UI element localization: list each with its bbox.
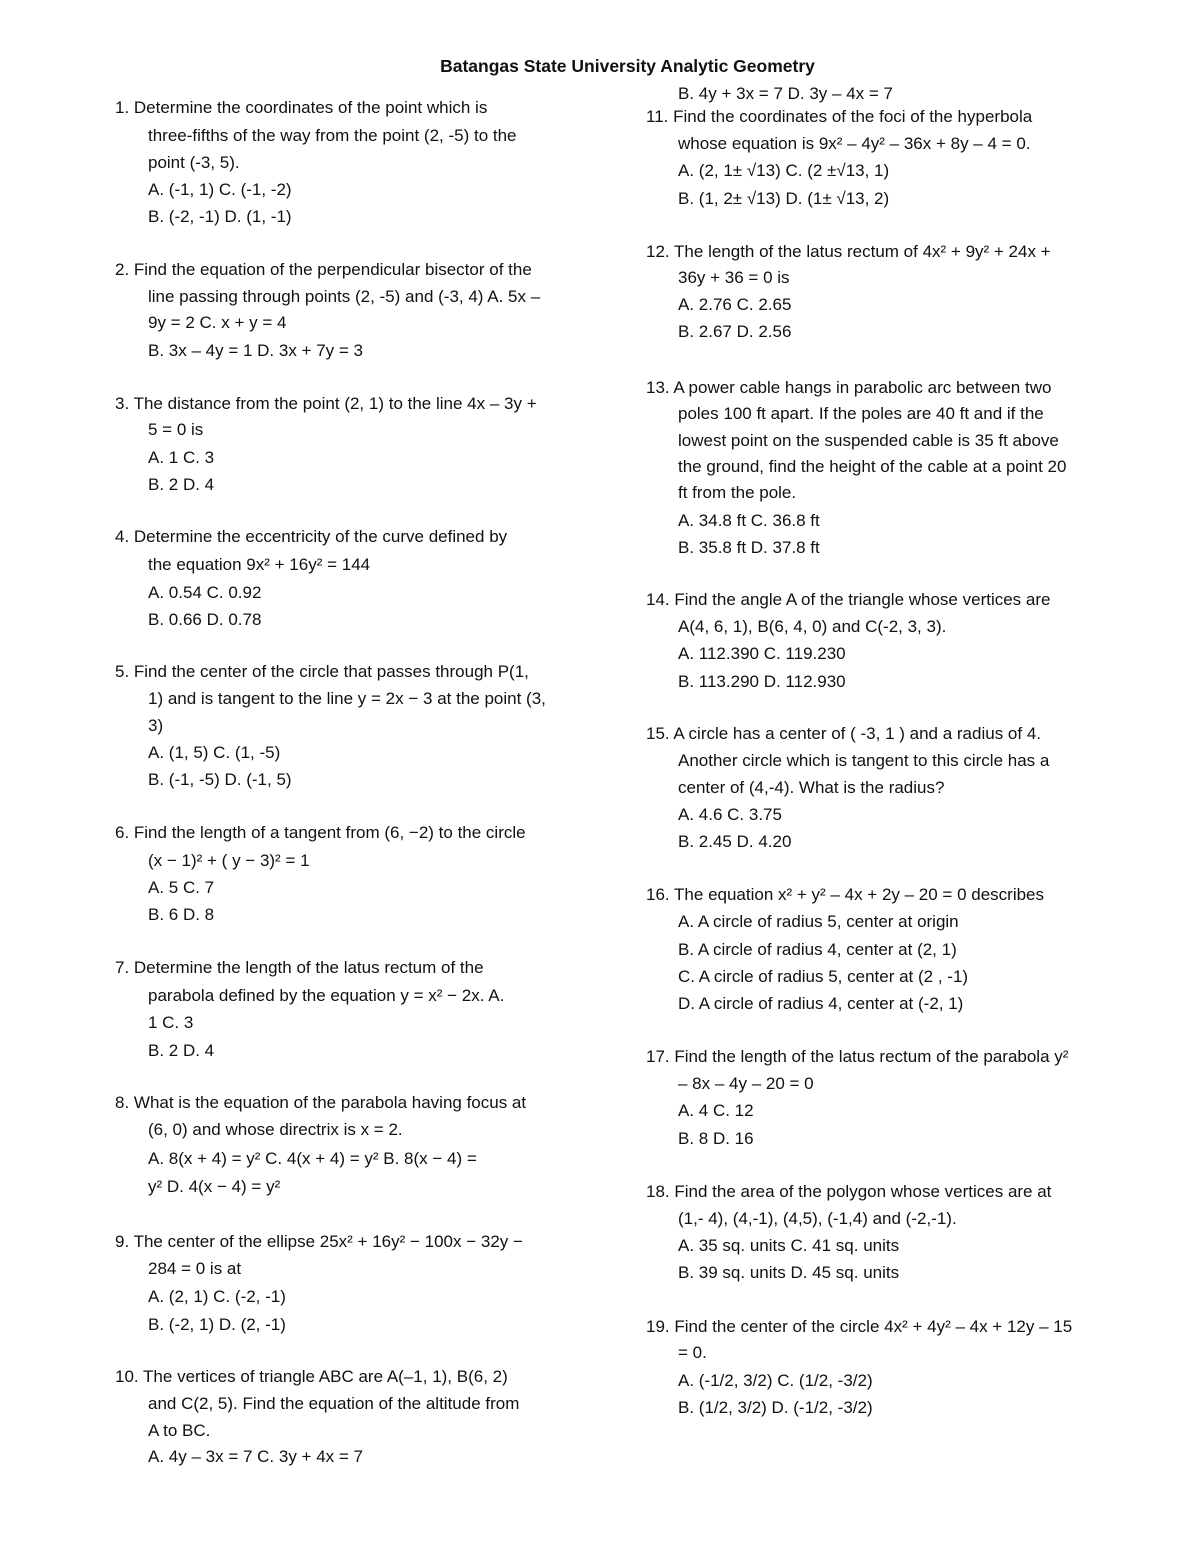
question-5-stem: 5. Find the center of the circle that passes through P(1,: [115, 662, 529, 681]
question-14-line: B. 113.290 D. 112.930: [678, 672, 846, 691]
question-19-line: = 0.: [678, 1343, 707, 1362]
question-1-stem: 1. Determine the coordinates of the point which is: [115, 98, 488, 117]
question-12-line: A. 2.76 C. 2.65: [678, 295, 792, 314]
question-14-line: A. 112.390 C. 119.230: [678, 644, 846, 663]
question-13-stem: 13. A power cable hangs in parabolic arc between two: [646, 378, 1052, 397]
question-11-line: B. (1, 2± √13) D. (1± √13, 2): [678, 189, 890, 208]
question-19-line: A. (-1/2, 3/2) C. (1/2, -3/2): [678, 1371, 873, 1390]
question-14-line: A(4, 6, 1), B(6, 4, 0) and C(-2, 3, 3).: [678, 617, 947, 636]
question-1-line: A. (-1, 1) C. (-1, -2): [148, 180, 292, 199]
question-16-line: A. A circle of radius 5, center at origin: [678, 912, 959, 931]
question-18-line: B. 39 sq. units D. 45 sq. units: [678, 1263, 900, 1282]
question-7-line: B. 2 D. 4: [148, 1041, 215, 1060]
question-19-stem: 19. Find the center of the circle 4x² + 4y² – 4x + 12y – 15: [646, 1317, 1073, 1336]
question-2-line: line passing through points (2, -5) and (-3, 4) A. 5x –: [148, 287, 541, 306]
question-15-line: B. 2.45 D. 4.20: [678, 832, 792, 851]
question-12-line: B. 2.67 D. 2.56: [678, 322, 792, 341]
question-4-line: B. 0.66 D. 0.78: [148, 610, 262, 629]
question-13-line: A. 34.8 ft C. 36.8 ft: [678, 511, 820, 530]
question-17-line: B. 8 D. 16: [678, 1129, 754, 1148]
question-11-line: whose equation is 9x² – 4y² – 36x + 8y – 4 = 0.: [678, 134, 1031, 153]
question-8-stem: 8. What is the equation of the parabola having focus at: [115, 1093, 527, 1112]
question-13-line: lowest point on the suspended cable is 35 ft above: [678, 431, 1059, 450]
question-17-stem: 17. Find the length of the latus rectum of the parabola y²: [646, 1047, 1069, 1066]
question-19-line: B. (1/2, 3/2) D. (-1/2, -3/2): [678, 1398, 873, 1417]
question-10-line: and C(2, 5). Find the equation of the altitude from: [148, 1394, 520, 1413]
question-8-line: y² D. 4(x − 4) = y²: [148, 1177, 281, 1196]
question-13-line: B. 35.8 ft D. 37.8 ft: [678, 538, 820, 557]
question-2-stem: 2. Find the equation of the perpendicular bisector of the: [115, 260, 532, 279]
question-3-stem: 3. The distance from the point (2, 1) to the line 4x – 3y +: [115, 394, 537, 413]
question-6-line: B. 6 D. 8: [148, 905, 215, 924]
document-title: Batangas State University Analytic Geometry: [440, 56, 815, 76]
question-6-stem: 6. Find the length of a tangent from (6, −2) to the circle: [115, 823, 526, 842]
question-3-line: B. 2 D. 4: [148, 475, 215, 494]
question-13-line: ft from the pole.: [678, 483, 797, 502]
question-13-line: poles 100 ft apart. If the poles are 40 ft and if the: [678, 404, 1044, 423]
question-7-line: parabola defined by the equation y = x² − 2x. A.: [148, 986, 505, 1005]
question-14-stem: 14. Find the angle A of the triangle whose vertices are: [646, 590, 1051, 609]
question-7-line: 1 C. 3: [148, 1013, 194, 1032]
question-15-line: Another circle which is tangent to this circle has a: [678, 751, 1050, 770]
question-15-stem: 15. A circle has a center of ( -3, 1 ) and a radius of 4.: [646, 724, 1041, 743]
question-5-line: B. (-1, -5) D. (-1, 5): [148, 770, 292, 789]
question-4-line: A. 0.54 C. 0.92: [148, 583, 262, 602]
question-18-line: (1,- 4), (4,-1), (4,5), (-1,4) and (-2,-1).: [678, 1209, 957, 1228]
question-1-line: B. (-2, -1) D. (1, -1): [148, 207, 292, 226]
question-7-stem: 7. Determine the length of the latus rectum of the: [115, 958, 484, 977]
question-10-line: A. 4y – 3x = 7 C. 3y + 4x = 7: [148, 1447, 363, 1466]
question-2-line: 9y = 2 C. x + y = 4: [148, 313, 287, 332]
question-16-line: D. A circle of radius 4, center at (-2, 1): [678, 994, 964, 1013]
question-1-line: three-fifths of the way from the point (2, -5) to the: [148, 126, 517, 145]
question-11-stem: 11. Find the coordinates of the foci of the hyperbola: [646, 107, 1033, 126]
question-11-line: A. (2, 1± √13) C. (2 ±√13, 1): [678, 161, 890, 180]
question-8-line: (6, 0) and whose directrix is x = 2.: [148, 1120, 403, 1139]
question-12-stem: 12. The length of the latus rectum of 4x² + 9y² + 24x +: [646, 242, 1051, 261]
question-4-line: the equation 9x² + 16y² = 144: [148, 555, 371, 574]
question-5-line: 3): [148, 716, 164, 735]
question-16-line: C. A circle of radius 5, center at (2 , -1): [678, 967, 969, 986]
question-3-line: A. 1 C. 3: [148, 448, 215, 467]
question-6-line: (x − 1)² + ( y − 3)² = 1: [148, 851, 310, 870]
question-8-line: A. 8(x + 4) = y² C. 4(x + 4) = y² B. 8(x − 4) =: [148, 1149, 477, 1168]
question-18-stem: 18. Find the area of the polygon whose vertices are at: [646, 1182, 1052, 1201]
question-10-cont-line: B. 4y + 3x = 7 D. 3y – 4x = 7: [678, 84, 893, 103]
question-16-line: B. A circle of radius 4, center at (2, 1): [678, 940, 957, 959]
question-9-line: 284 = 0 is at: [148, 1259, 242, 1278]
question-4-stem: 4. Determine the eccentricity of the curve defined by: [115, 527, 508, 546]
question-10-stem: 10. The vertices of triangle ABC are A(–1, 1), B(6, 2): [115, 1367, 508, 1386]
question-17-line: A. 4 C. 12: [678, 1101, 754, 1120]
question-13-line: the ground, find the height of the cable at a point 20: [678, 457, 1067, 476]
question-16-stem: 16. The equation x² + y² – 4x + 2y – 20 = 0 describes: [646, 885, 1045, 904]
question-1-line: point (-3, 5).: [148, 153, 240, 172]
question-12-line: 36y + 36 = 0 is: [678, 268, 790, 287]
question-9-stem: 9. The center of the ellipse 25x² + 16y² − 100x − 32y −: [115, 1232, 523, 1251]
question-18-line: A. 35 sq. units C. 41 sq. units: [678, 1236, 900, 1255]
question-2-line: B. 3x – 4y = 1 D. 3x + 7y = 3: [148, 341, 363, 360]
question-15-line: center of (4,-4). What is the radius?: [678, 778, 945, 797]
question-3-line: 5 = 0 is: [148, 420, 204, 439]
question-15-line: A. 4.6 C. 3.75: [678, 805, 782, 824]
question-10-line: A to BC.: [148, 1421, 211, 1440]
question-5-line: A. (1, 5) C. (1, -5): [148, 743, 281, 762]
question-17-line: – 8x – 4y – 20 = 0: [678, 1074, 814, 1093]
question-5-line: 1) and is tangent to the line y = 2x − 3 at the point (3,: [148, 689, 546, 708]
question-9-line: A. (2, 1) C. (-2, -1): [148, 1287, 286, 1306]
question-6-line: A. 5 C. 7: [148, 878, 215, 897]
question-9-line: B. (-2, 1) D. (2, -1): [148, 1315, 286, 1334]
